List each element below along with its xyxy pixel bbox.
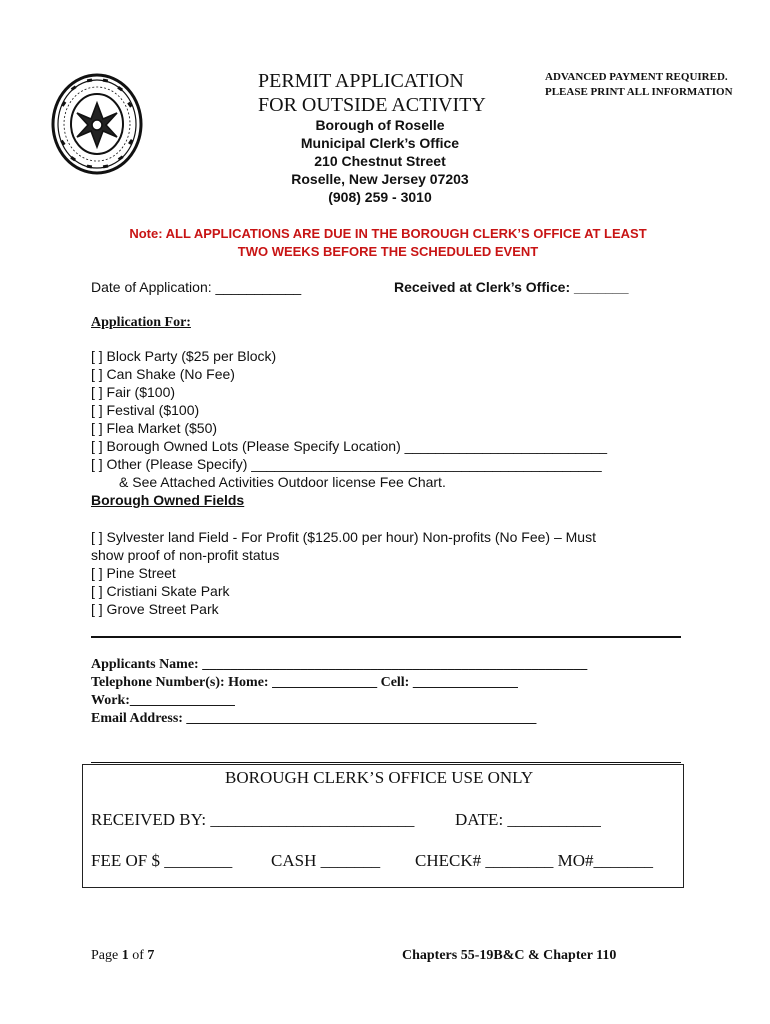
borough-owned-fields-heading: Borough Owned Fields [91,492,245,508]
office-top-divider [91,762,681,763]
check-mo-field[interactable]: CHECK# ________ MO#_______ [415,851,654,870]
deadline-note-line-2: TWO WEEKS BEFORE THE SCHEDULED EVENT [237,244,539,259]
advance-note-line-2: PLEASE PRINT ALL INFORMATION [545,86,733,98]
address-line-street: 210 Chestnut Street [314,153,446,169]
page-number [91,948,154,964]
page-prefix: Page [91,948,122,963]
option-cristiani-skate-park[interactable]: [ ] Cristiani Skate Park [91,583,230,599]
option-other[interactable]: [ ] Other (Please Specify) _____________________________________________ [91,456,602,472]
page-of: of [128,948,148,963]
application-for-heading: Application For: [91,315,191,330]
option-grove-street-park[interactable]: [ ] Grove Street Park [91,601,219,617]
chapters-reference: Chapters 55-19B&C & Chapter 110 [402,948,617,963]
date-of-application-field[interactable]: Date of Application: ___________ [91,279,302,295]
address-line-city: Roselle, New Jersey 07203 [291,171,469,187]
applicant-name-field[interactable]: Applicants Name: _______________________________________________________ [91,657,588,672]
received-at-clerk-field[interactable]: Received at Clerk’s Office: _______ [394,279,629,295]
received-by-field[interactable]: RECEIVED BY: ________________________ [91,810,415,829]
work-phone-field[interactable]: Work:_______________ [91,693,235,708]
email-field[interactable]: Email Address: __________________________________________________ [91,711,537,726]
advance-payment-note [545,70,733,100]
option-sylvester-field[interactable]: [ ] Sylvester land Field - For Profit ($125.00 per hour) Non-profits (No Fee) – Must [91,529,596,545]
fee-chart-note: & See Attached Activities Outdoor license Fee Chart. [119,474,446,490]
page-current: 1 [121,948,129,963]
cash-field[interactable]: CASH _______ [271,851,381,870]
section-divider [91,636,681,638]
address-line-borough: Borough of Roselle [315,117,445,133]
address-line-office: Municipal Clerk’s Office [300,135,460,151]
deadline-note-line-1: Note: ALL APPLICATIONS ARE DUE IN THE BOROUGH CLERK’S OFFICE AT LEAST [129,226,647,241]
page-total: 7 [147,948,155,963]
telephone-field[interactable]: Telephone Number(s): Home: _______________ Cell: _______________ [91,675,518,690]
deadline-note [88,225,688,261]
title-line-2: FOR OUTSIDE ACTIVITY [258,94,486,116]
option-borough-owned-lots[interactable]: [ ] Borough Owned Lots (Please Specify Location) __________________________ [91,438,608,454]
option-flea-market[interactable]: [ ] Flea Market ($50) [91,420,218,436]
office-use-heading: BOROUGH CLERK’S OFFICE USE ONLY [225,768,534,787]
title-line-1: PERMIT APPLICATION [258,70,464,92]
option-block-party[interactable]: [ ] Block Party ($25 per Block) [91,348,277,364]
option-can-shake[interactable]: [ ] Can Shake (No Fee) [91,366,235,382]
office-date-field[interactable]: DATE: ___________ [455,810,601,829]
advance-note-line-1: ADVANCED PAYMENT REQUIRED. [545,71,728,83]
borough-seal-logo [51,73,143,175]
address-line-phone: (908) 259 - 3010 [328,189,432,205]
option-pine-street[interactable]: [ ] Pine Street [91,565,176,581]
option-fair[interactable]: [ ] Fair ($100) [91,384,176,400]
option-festival[interactable]: [ ] Festival ($100) [91,402,200,418]
fee-field[interactable]: FEE OF $ ________ [91,851,233,870]
sylvester-field-note: show proof of non-profit status [91,547,280,563]
